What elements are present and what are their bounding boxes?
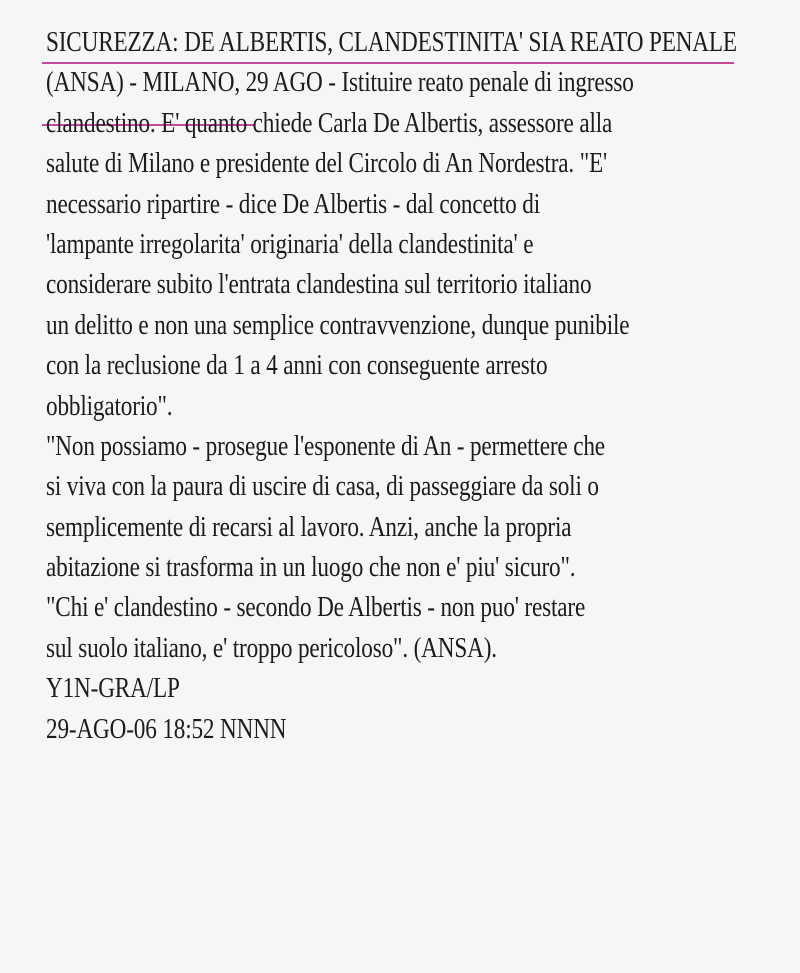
body-line: "Non possiamo - prosegue l'esponente di An - permettere che xyxy=(46,429,605,462)
timestamp-line: 29-AGO-06 18:52 NNNN xyxy=(46,712,287,745)
body-line: un delitto e non una semplice contravvenzione, dunque punibile xyxy=(46,308,630,341)
body-line: salute di Milano e presidente del Circolo di An Nordestra. "E' xyxy=(46,147,608,180)
body-line: semplicemente di recarsi al lavoro. Anzi, anche la propria xyxy=(46,510,572,543)
news-wire-text xyxy=(46,22,737,749)
body-line-dateline: (ANSA) - MILANO, 29 AGO - Istituire reato penale di ingresso xyxy=(46,66,634,99)
body-line: abitazione si trasforma in un luogo che non e' piu' sicuro". xyxy=(46,551,576,584)
body-line: "Chi e' clandestino - secondo De Albertis - non puo' restare xyxy=(46,591,586,624)
body-line: 'lampante irregolarita' originaria' della clandestinita' e xyxy=(46,227,534,260)
body-line: con la reclusione da 1 a 4 anni con conseguente arresto xyxy=(46,349,548,382)
headline: SICUREZZA: DE ALBERTIS, CLANDESTINITA' SIA REATO PENALE xyxy=(46,26,737,58)
body-line: sul suolo italiano, e' troppo pericoloso". (ANSA). xyxy=(46,631,497,664)
body-line: clandestino. E' quanto chiede Carla De Albertis, assessore alla xyxy=(46,106,613,139)
body-line: obbligatorio". xyxy=(46,389,173,422)
body-line: considerare subito l'entrata clandestina sul territorio italiano xyxy=(46,268,592,301)
agency-code: Y1N-GRA/LP xyxy=(46,672,180,705)
body-line: si viva con la paura di uscire di casa, di passeggiare da soli o xyxy=(46,470,599,503)
body-line: necessario ripartire - dice De Albertis - dal concetto di xyxy=(46,187,540,220)
